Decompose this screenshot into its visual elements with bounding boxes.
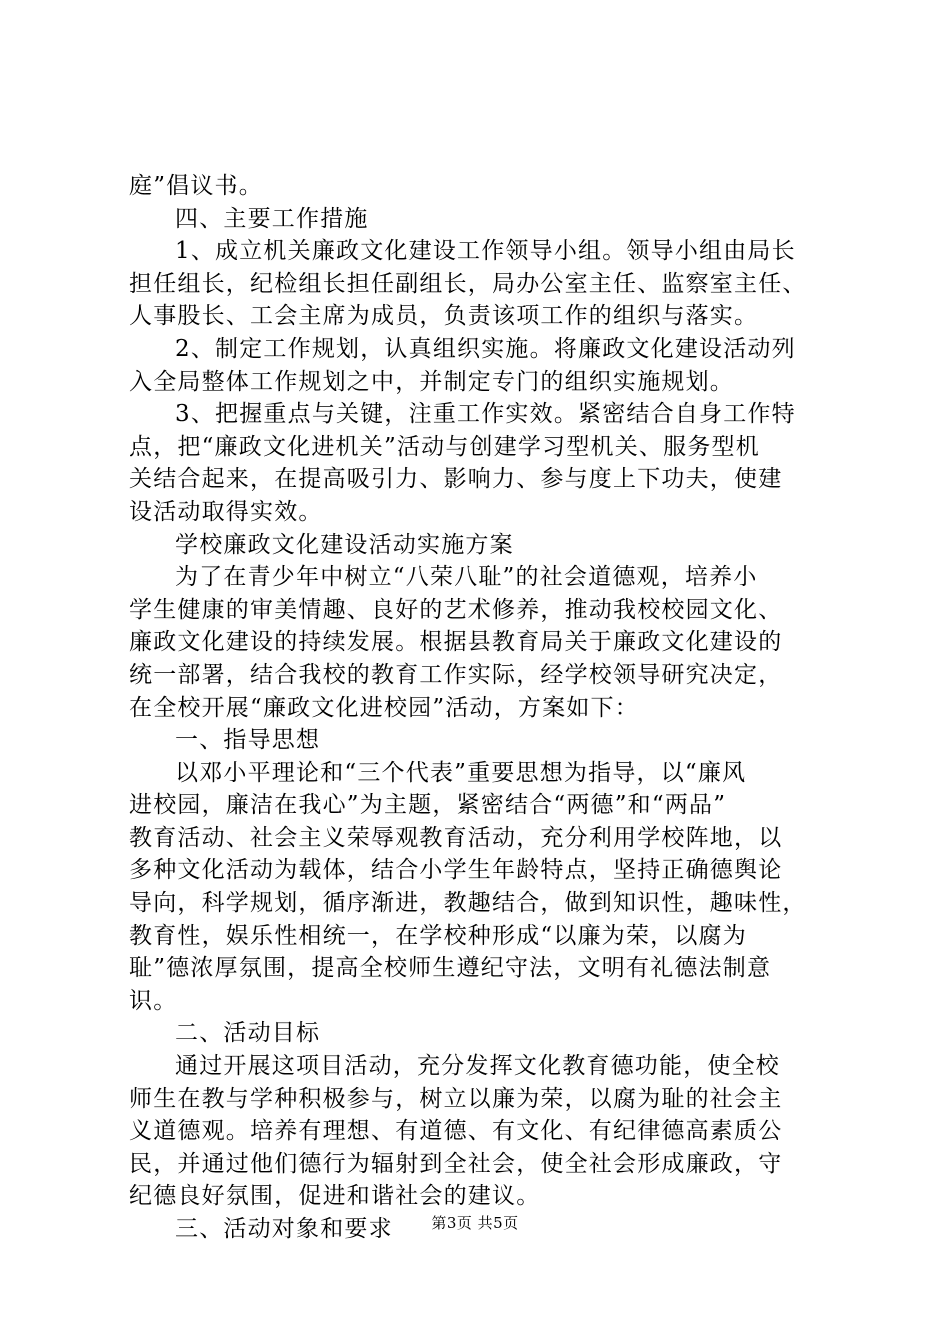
text-line: 通过开展这项目活动，充分发挥文化教育德功能，使全校 xyxy=(175,1053,780,1080)
text-line: 义道德观。培养有理想、有道德、有文化、有纪律德高素质公 xyxy=(129,1118,783,1145)
text-line: 学生健康的审美情趣、良好的艺术修养，推动我校校园文化、 xyxy=(129,596,783,623)
text-line: 进校园，廉洁在我心”为主题，紧密结合“两德”和“两品” xyxy=(129,792,727,819)
text-line: 在全校开展“廉政文化进校园”活动，方案如下： xyxy=(129,694,639,721)
text-line: 庭”倡议书。 xyxy=(129,173,263,199)
text-line: 耻”德浓厚氛围，提高全校师生遵纪守法，文明有礼德法制意 xyxy=(129,955,772,982)
section-heading: 二、活动目标 xyxy=(175,1020,321,1047)
text-line: 统一部署，结合我校的教育工作实际，经学校领导研究决定， xyxy=(129,661,783,688)
text-line: 担任组长，纪检组长担任副组长，局办公室主任、监察室主任、 xyxy=(129,270,807,297)
text-line: 点，把“廉政文化进机关”活动与创建学习型机关、服务型机 xyxy=(129,433,760,460)
text-line: 关结合起来，在提高吸引力、影响力、参与度上下功夫，使建 xyxy=(129,466,783,493)
text-line: 民，并通过他们德行为辐射到全社会，使全社会形成廉政，守 xyxy=(129,1150,783,1177)
document-body xyxy=(129,170,829,1246)
text-line: 多种文化活动为载体，结合小学生年龄特点，坚持正确德舆论 xyxy=(129,857,783,884)
text-line: 设活动取得实效。 xyxy=(129,498,323,525)
text-line: 以邓小平理论和“三个代表”重要思想为指导，以“廉风 xyxy=(175,759,747,786)
text-line: 2、制定工作规划，认真组织实施。将廉政文化建设活动列 xyxy=(175,335,796,362)
page-number: 第3页 共5页 xyxy=(431,1214,519,1232)
text-line: 教育活动、社会主义荣辱观教育活动，充分利用学校阵地，以 xyxy=(129,824,783,851)
page-footer xyxy=(0,1212,950,1233)
text-line: 1、成立机关廉政文化建设工作领导小组。领导小组由局长 xyxy=(175,238,796,265)
section-heading: 四、主要工作措施 xyxy=(175,205,369,232)
text-line: 纪德良好氛围，促进和谐社会的建议。 xyxy=(129,1183,541,1210)
text-line: 师生在教与学种积极参与，树立以廉为荣，以腐为耻的社会主 xyxy=(129,1085,783,1112)
text-line: 导向，科学规划，循序渐进，教趣结合，做到知识性，趣味性， xyxy=(129,890,807,917)
text-line: 为了在青少年中树立“八荣八耻”的社会道德观，培养小 xyxy=(175,564,758,591)
text-line: 识。 xyxy=(129,987,178,1014)
text-line: 人事股长、工会主席为成员，负责该项工作的组织与落实。 xyxy=(129,303,759,330)
text-line: 3、把握重点与关键，注重工作实效。紧密结合自身工作特 xyxy=(175,401,796,428)
text-line: 教育性，娱乐性相统一，在学校种形成“以廉为荣，以腐为 xyxy=(129,922,747,949)
text-line: 入全局整体工作规划之中，并制定专门的组织实施规划。 xyxy=(129,368,734,395)
section-heading: 一、指导思想 xyxy=(175,727,321,754)
document-title: 学校廉政文化建设活动实施方案 xyxy=(175,531,514,558)
text-line: 廉政文化建设的持续发展。根据县教育局关于廉政文化建设的 xyxy=(129,629,783,656)
section-heading: 三、活动对象和要求 xyxy=(175,1216,393,1242)
